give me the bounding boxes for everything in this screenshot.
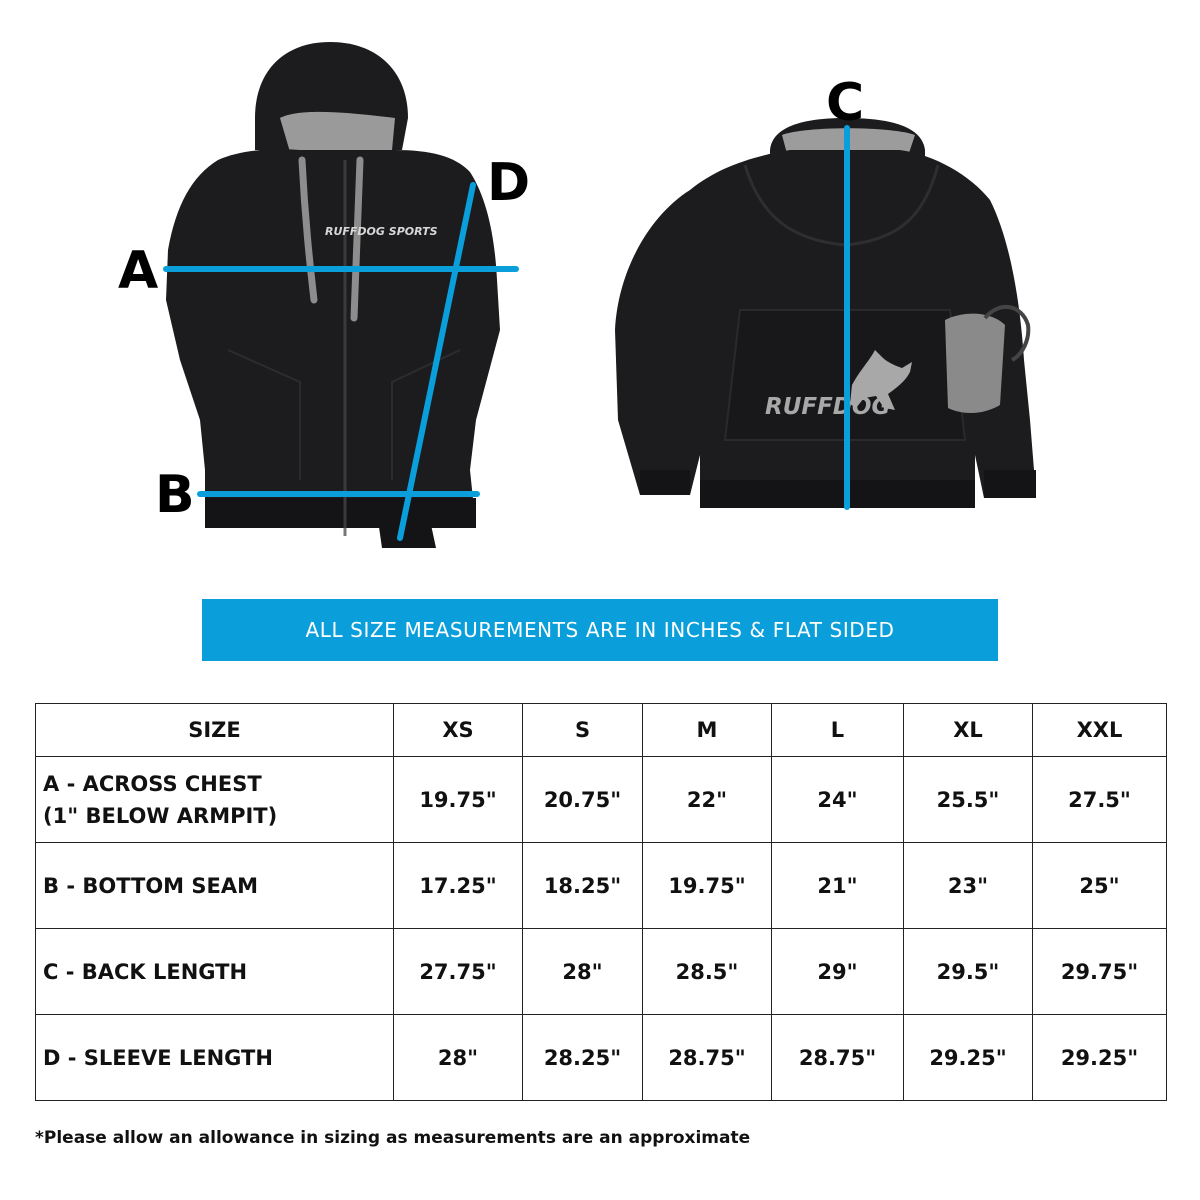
header-xxl: XXL	[1033, 704, 1167, 757]
table-row	[36, 929, 1167, 1015]
header-size: SIZE	[36, 704, 394, 757]
table-cell: 19.75"	[394, 757, 523, 843]
table-cell: 27.75"	[394, 929, 523, 1015]
table-header-row	[36, 704, 1167, 757]
table-cell: 23"	[904, 843, 1033, 929]
label-c: C	[826, 73, 865, 133]
table-cell: 21"	[772, 843, 904, 929]
row-label-line: A - ACROSS CHEST	[43, 771, 262, 796]
header-xl: XL	[904, 704, 1033, 757]
hoodie-measurement-diagram	[0, 0, 1200, 580]
table-cell: 17.25"	[394, 843, 523, 929]
front-chest-logo: RUFFDOG SPORTS	[325, 225, 438, 238]
row-label-sleeve-length: D - SLEEVE LENGTH	[36, 1015, 394, 1101]
row-label-bottom-seam: B - BOTTOM SEAM	[36, 843, 394, 929]
table-cell: 29.25"	[1033, 1015, 1167, 1101]
table-row	[36, 757, 1167, 843]
table-row	[36, 1015, 1167, 1101]
row-label-back-length: C - BACK LENGTH	[36, 929, 394, 1015]
measurement-units-banner	[202, 599, 998, 661]
table-cell: 28.25"	[523, 1015, 643, 1101]
table-cell: 19.75"	[643, 843, 772, 929]
label-a: A	[118, 241, 159, 301]
row-label-note: (1" BELOW ARMPIT)	[43, 803, 278, 828]
back-hoodie-image	[615, 118, 1036, 508]
header-m: M	[643, 704, 772, 757]
label-b: B	[155, 465, 195, 525]
label-d: D	[487, 153, 531, 213]
banner-text: ALL SIZE MEASUREMENTS ARE IN INCHES & FLAT SIDED	[305, 618, 895, 642]
table-cell: 28"	[394, 1015, 523, 1101]
table-cell: 24"	[772, 757, 904, 843]
table-cell: 29.75"	[1033, 929, 1167, 1015]
table-cell: 18.25"	[523, 843, 643, 929]
table-row	[36, 843, 1167, 929]
table-cell: 29.5"	[904, 929, 1033, 1015]
size-chart-table	[35, 703, 1167, 1101]
row-label-across-chest	[36, 757, 394, 843]
back-logo: RUFFDOG	[765, 394, 891, 420]
table-cell: 28.75"	[772, 1015, 904, 1101]
table-cell: 28.75"	[643, 1015, 772, 1101]
header-s: S	[523, 704, 643, 757]
table-cell: 29"	[772, 929, 904, 1015]
table-cell: 22"	[643, 757, 772, 843]
table-cell: 28"	[523, 929, 643, 1015]
sizing-footnote: *Please allow an allowance in sizing as measurements are an approximate	[35, 1128, 751, 1148]
header-xs: XS	[394, 704, 523, 757]
table-cell: 28.5"	[643, 929, 772, 1015]
table-cell: 20.75"	[523, 757, 643, 843]
header-l: L	[772, 704, 904, 757]
table-cell: 29.25"	[904, 1015, 1033, 1101]
table-cell: 27.5"	[1033, 757, 1167, 843]
table-cell: 25.5"	[904, 757, 1033, 843]
table-cell: 25"	[1033, 843, 1167, 929]
